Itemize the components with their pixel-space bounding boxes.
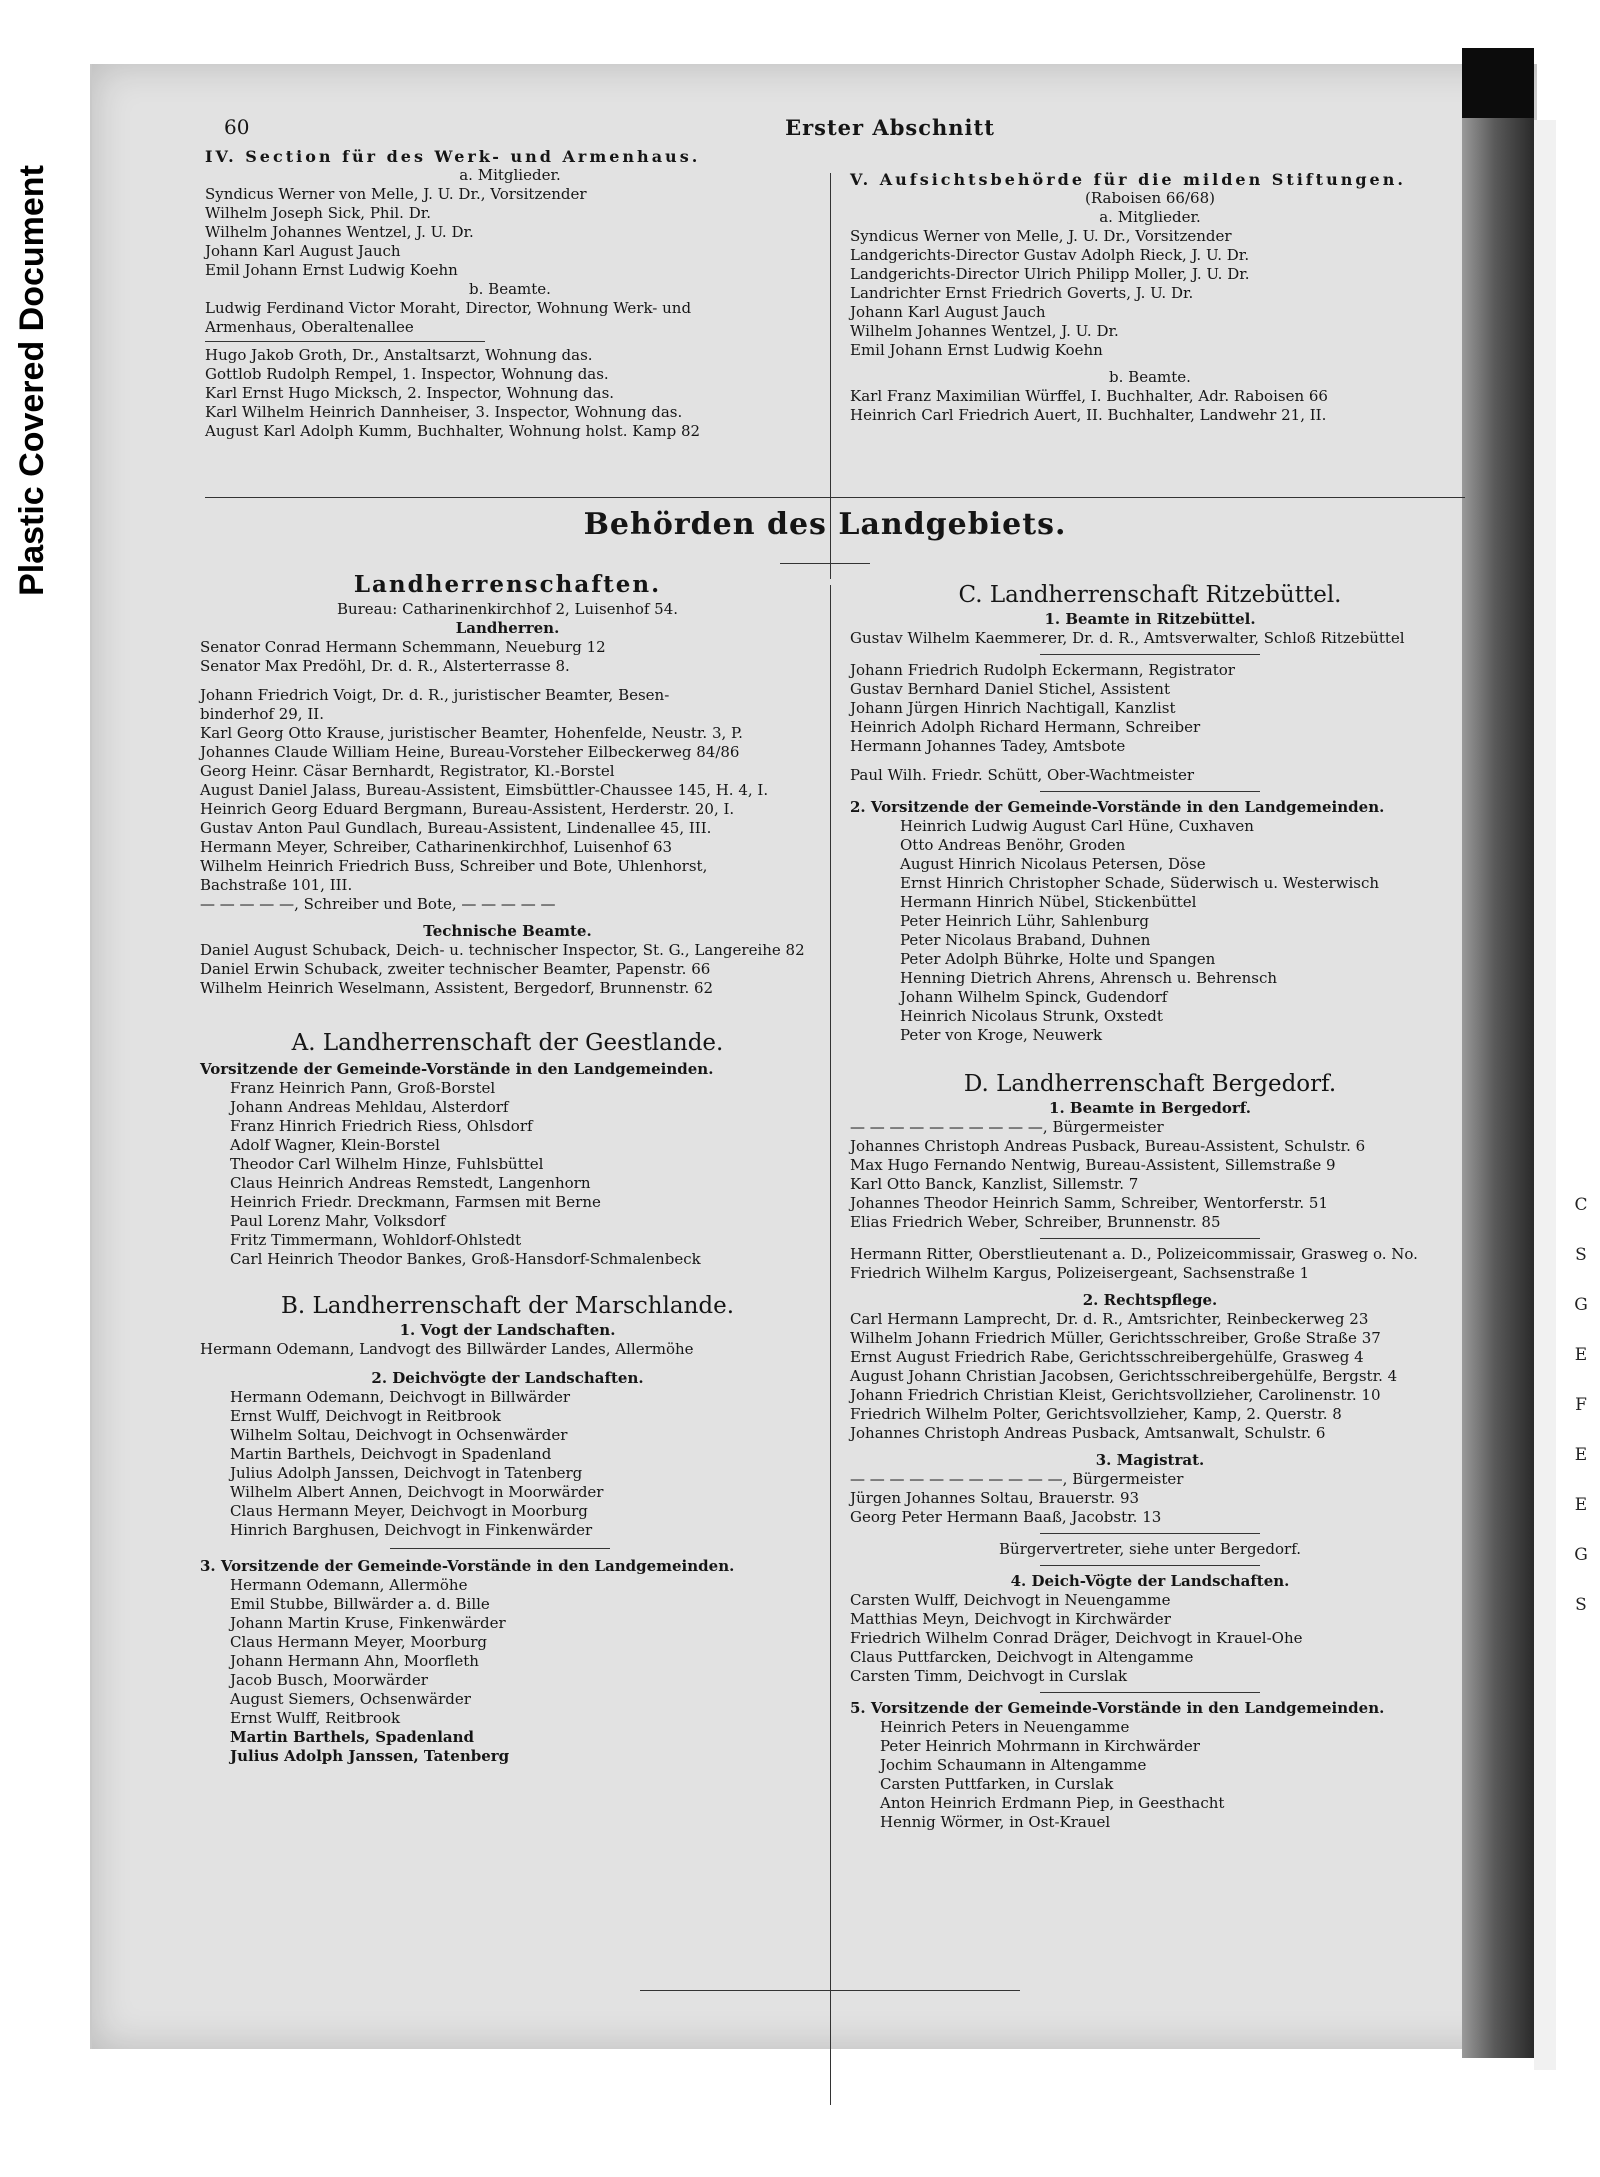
sec-b-sub1: 1. Vogt der Landschaften. bbox=[399, 1321, 616, 1339]
chair-entry: Hermann Odemann, Allermöhe bbox=[230, 1576, 468, 1594]
running-title: Erster Abschnitt bbox=[785, 115, 995, 140]
sec-b-vorsitzende bbox=[200, 1576, 815, 1766]
sec-d-divider-3 bbox=[1040, 1565, 1260, 1566]
court-entry: Wilhelm Johann Friedrich Müller, Gerichtsschreiber, Große Straße 37 bbox=[850, 1329, 1381, 1347]
official-entry: Heinrich Adolph Richard Hermann, Schreiber bbox=[850, 718, 1201, 736]
landherren-staff-tail bbox=[200, 857, 815, 895]
next-page-edge bbox=[1534, 120, 1556, 2070]
official-entry: Karl Otto Banck, Kanzlist, Sillemstr. 7 bbox=[850, 1175, 1139, 1193]
sec-c-beamte bbox=[850, 661, 1450, 756]
chair-entry: Otto Andreas Benöhr, Groden bbox=[900, 836, 1126, 854]
section-v-officials bbox=[850, 387, 1450, 425]
chair-entry: Hermann Hinrich Nübel, Stickenbüttel bbox=[900, 893, 1197, 911]
sec-d-sub5: 5. Vorsitzende der Gemeinde-Vorstände in den Landgemeinden. bbox=[850, 1699, 1385, 1717]
landherr-entry: Senator Conrad Hermann Schemmann, Neueburg 12 bbox=[200, 638, 606, 656]
sec-b-title: B. Landherrenschaft der Marschlande. bbox=[280, 1293, 735, 1319]
chair-entry: Johann Wilhelm Spinck, Gudendorf bbox=[900, 988, 1168, 1006]
official-entry: Karl Ernst Hugo Micksch, 2. Inspector, Wohnung das. bbox=[205, 384, 615, 402]
deichvogt-entry: Claus Hermann Meyer, Deichvogt in Moorburg bbox=[230, 1502, 588, 1520]
sec-d-divider-2 bbox=[1040, 1533, 1260, 1534]
chair-entry: Carl Heinrich Theodor Bankes, Groß-Hansdorf-Schmalenbeck bbox=[230, 1250, 701, 1268]
page-end-rule bbox=[640, 1990, 1020, 1991]
sec-a-title: A. Landherrenschaft der Geestlande. bbox=[291, 1030, 724, 1056]
chair-entry: Jacob Busch, Moorwärder bbox=[230, 1671, 428, 1689]
staff-entry: August Daniel Jalass, Bureau-Assistent, Eimsbüttler-Chaussee 145, H. 4, I. bbox=[200, 781, 769, 799]
chair-entry: Peter von Kroge, Neuwerk bbox=[900, 1026, 1103, 1044]
member-entry: Wilhelm Johannes Wentzel, J. U. Dr. bbox=[205, 223, 474, 241]
chair-entry: Claus Hermann Meyer, Moorburg bbox=[230, 1633, 487, 1651]
sec-d-sub4: 4. Deich-Vögte der Landschaften. bbox=[1010, 1572, 1290, 1590]
member-entry: Johann Karl August Jauch bbox=[850, 303, 1046, 321]
sec-b-sub3: 3. Vorsitzende der Gemeinde-Vorstände in den Landgemeinden. bbox=[200, 1557, 735, 1575]
member-entry: Landrichter Ernst Friedrich Goverts, J. U. Dr. bbox=[850, 284, 1194, 302]
official-entry: Hugo Jakob Groth, Dr., Anstaltsarzt, Wohnung das. bbox=[205, 346, 593, 364]
member-entry: Syndicus Werner von Melle, J. U. Dr., Vorsitzender bbox=[850, 227, 1232, 245]
chair-entry: Peter Heinrich Lühr, Sahlenburg bbox=[900, 912, 1149, 930]
deichvogt-entry: Julius Adolph Janssen, Deichvogt in Tatenberg bbox=[230, 1464, 583, 1482]
section-iv-members-head: a. Mitglieder. bbox=[459, 166, 561, 184]
official-entry: Armenhaus, Oberaltenallee bbox=[205, 318, 414, 336]
section-iv-title: IV. Section für des Werk- und Armenhaus. bbox=[205, 147, 701, 166]
official-entry: Elias Friedrich Weber, Schreiber, Brunnenstr. 85 bbox=[850, 1213, 1221, 1231]
chair-entry: Johann Hermann Ahn, Moorfleth bbox=[230, 1652, 479, 1670]
margin-letter: E bbox=[1574, 1445, 1588, 1465]
left-column bbox=[200, 570, 815, 1766]
section-v-address: (Raboisen 66/68) bbox=[1085, 189, 1215, 207]
staff-entry: Johannes Claude William Heine, Bureau-Vorsteher Eilbeckerweg 84/86 bbox=[200, 743, 740, 761]
landherr-entry: Senator Max Predöhl, Dr. d. R., Alsterterrasse 8. bbox=[200, 657, 570, 675]
deichvogt-entry: Wilhelm Albert Annen, Deichvogt in Moorwärder bbox=[230, 1483, 604, 1501]
staff-entry: Karl Georg Otto Krause, juristischer Beamter, Hohenfelde, Neustr. 3, P. bbox=[200, 724, 743, 742]
staff-entry: Bachstraße 101, III. bbox=[200, 876, 353, 894]
margin-letter: G bbox=[1574, 1545, 1588, 1565]
margin-letter: E bbox=[1574, 1345, 1588, 1365]
sec-d-beamte bbox=[850, 1137, 1450, 1232]
sec-c-divider bbox=[1040, 654, 1260, 655]
tech-head: Technische Beamte. bbox=[423, 922, 592, 940]
side-label bbox=[8, 110, 56, 650]
sec-b-vogt: Hermann Odemann, Landvogt des Billwärder Landes, Allermöhe bbox=[200, 1340, 694, 1358]
sec-d-divider bbox=[1040, 1238, 1260, 1239]
chair-entry: Heinrich Nicolaus Strunk, Oxstedt bbox=[900, 1007, 1163, 1025]
chair-entry: Anton Heinrich Erdmann Piep, in Geesthacht bbox=[880, 1794, 1225, 1812]
court-entry: Ernst August Friedrich Rabe, Gerichtsschreibergehülfe, Grasweg 4 bbox=[850, 1348, 1364, 1366]
staff-entry: binderhof 29, II. bbox=[200, 705, 324, 723]
sec-b-divider bbox=[390, 1548, 610, 1549]
sec-c-title: C. Landherrenschaft Ritzebüttel. bbox=[958, 582, 1342, 608]
tech-entry: Wilhelm Heinrich Weselmann, Assistent, Bergedorf, Brunnenstr. 62 bbox=[200, 979, 714, 997]
staff-entry: Gustav Anton Paul Gundlach, Bureau-Assistent, Lindenallee 45, III. bbox=[200, 819, 712, 837]
sec-c-sub2: 2. Vorsitzende der Gemeinde-Vorstände in den Landgemeinden. bbox=[850, 798, 1385, 816]
sec-a-sub: Vorsitzende der Gemeinde-Vorstände in den Landgemeinden. bbox=[200, 1060, 714, 1078]
deichvogt-entry: Claus Puttfarcken, Deichvogt in Altengamme bbox=[850, 1648, 1194, 1666]
chair-entry: Jochim Schaumann in Altengamme bbox=[880, 1756, 1147, 1774]
chair-entry: August Siemers, Ochsenwärder bbox=[230, 1690, 471, 1708]
staff-entry: Heinrich Georg Eduard Bergmann, Bureau-Assistent, Herderstr. 20, I. bbox=[200, 800, 735, 818]
sec-d-sub2: 2. Rechtspflege. bbox=[1082, 1291, 1218, 1309]
right-column bbox=[850, 580, 1450, 1832]
section-iv-director bbox=[205, 299, 815, 337]
chair-entry: August Hinrich Nicolaus Petersen, Döse bbox=[900, 855, 1206, 873]
chair-entry: Peter Nicolaus Braband, Duhnen bbox=[900, 931, 1151, 949]
sec-d-buergermeister: — — — — — — — — — —, Bürgermeister bbox=[850, 1118, 1164, 1136]
landherren-bureau: Bureau: Catharinenkirchhof 2, Luisenhof 54. bbox=[336, 600, 679, 618]
magistrate-entry: Jürgen Johannes Soltau, Brauerstr. 93 bbox=[850, 1489, 1140, 1507]
official-entry: Karl Franz Maximilian Würffel, I. Buchhalter, Adr. Raboisen 66 bbox=[850, 387, 1328, 405]
official-entry: Max Hugo Fernando Nentwig, Bureau-Assistent, Sillemstraße 9 bbox=[850, 1156, 1336, 1174]
section-divider bbox=[205, 497, 1465, 498]
official-entry: Gustav Bernhard Daniel Stichel, Assistent bbox=[850, 680, 1170, 698]
section-v-members-head: a. Mitglieder. bbox=[1099, 208, 1201, 226]
chair-entry: Emil Stubbe, Billwärder a. d. Bille bbox=[230, 1595, 490, 1613]
deichvogt-entry: Matthias Meyn, Deichvogt in Kirchwärder bbox=[850, 1610, 1171, 1628]
member-entry: Wilhelm Johannes Wentzel, J. U. Dr. bbox=[850, 322, 1119, 340]
court-entry: August Johann Christian Jacobsen, Gerichtsschreibergehülfe, Bergstr. 4 bbox=[850, 1367, 1398, 1385]
page-number: 60 bbox=[224, 115, 250, 139]
chair-entry: Hennig Wörmer, in Ost-Krauel bbox=[880, 1813, 1111, 1831]
sec-d-deichvoegte bbox=[850, 1591, 1450, 1686]
court-entry: Johannes Christoph Andreas Pusback, Amtsanwalt, Schulstr. 6 bbox=[850, 1424, 1326, 1442]
sec-c-vorsitzende bbox=[850, 817, 1450, 1045]
tech-list bbox=[200, 941, 815, 998]
tech-entry: Daniel August Schuback, Deich- u. technischer Inspector, St. G., Langereihe 82 bbox=[200, 941, 805, 959]
member-entry: Landgerichts-Director Gustav Adolph Rieck, J. U. Dr. bbox=[850, 246, 1250, 264]
staff-entry: Georg Heinr. Cäsar Bernhardt, Registrator, Kl.-Borstel bbox=[200, 762, 615, 780]
chair-entry: Peter Adolph Bührke, Holte und Spangen bbox=[900, 950, 1216, 968]
sec-b-deichvoegte bbox=[200, 1388, 815, 1540]
sec-d-sub1: 1. Beamte in Bergedorf. bbox=[1049, 1099, 1251, 1117]
chair-entry: Martin Barthels, Spadenland bbox=[230, 1728, 475, 1746]
official-entry: Hermann Johannes Tadey, Amtsbote bbox=[850, 737, 1126, 755]
deichvogt-entry: Carsten Wulff, Deichvogt in Neuengamme bbox=[850, 1591, 1171, 1609]
sec-d-magistrat bbox=[850, 1489, 1450, 1527]
sec-a-list bbox=[200, 1079, 815, 1269]
chair-entry: Adolf Wagner, Klein-Borstel bbox=[230, 1136, 440, 1154]
running-header bbox=[190, 115, 1460, 151]
landherren-vacancy: — — — — —, Schreiber und Bote, — — — — — bbox=[200, 895, 556, 913]
court-entry: Johann Friedrich Christian Kleist, Gerichtsvollzieher, Carolinenstr. 10 bbox=[850, 1386, 1381, 1404]
landherren-staff-lead bbox=[200, 686, 815, 724]
official-entry: Gottlob Rudolph Rempel, 1. Inspector, Wohnung das. bbox=[205, 365, 609, 383]
tech-entry: Daniel Erwin Schuback, zweiter technischer Beamter, Papenstr. 66 bbox=[200, 960, 711, 978]
margin-letter: S bbox=[1575, 1245, 1587, 1265]
chair-entry: Franz Heinrich Pann, Groß-Borstel bbox=[230, 1079, 496, 1097]
landherren-title: Landherrenschaften. bbox=[353, 571, 662, 598]
next-page-margin-letters bbox=[1566, 1180, 1596, 1630]
margin-letter: S bbox=[1575, 1595, 1587, 1615]
margin-letter: F bbox=[1575, 1395, 1587, 1415]
margin-letter: G bbox=[1574, 1295, 1588, 1315]
sec-d-title: D. Landherrenschaft Bergedorf. bbox=[963, 1071, 1337, 1097]
deichvogt-entry: Martin Barthels, Deichvogt in Spadenland bbox=[230, 1445, 552, 1463]
deichvogt-entry: Hinrich Barghusen, Deichvogt in Finkenwärder bbox=[230, 1521, 593, 1539]
sec-c-sub1: 1. Beamte in Ritzebüttel. bbox=[1044, 610, 1256, 628]
chair-entry: Julius Adolph Janssen, Tatenberg bbox=[230, 1747, 510, 1765]
official-entry: Ludwig Ferdinand Victor Moraht, Director, Wohnung Werk- und bbox=[205, 299, 692, 317]
chair-entry: Ernst Wulff, Reitbrook bbox=[230, 1709, 401, 1727]
official-entry: Johann Friedrich Rudolph Eckermann, Registrator bbox=[850, 661, 1235, 679]
section-v bbox=[850, 170, 1450, 425]
chair-entry: Claus Heinrich Andreas Remstedt, Langenhorn bbox=[230, 1174, 591, 1192]
staff-entry: Wilhelm Heinrich Friedrich Buss, Schreiber und Bote, Uhlenhorst, bbox=[200, 857, 708, 875]
chair-entry: Henning Dietrich Ahrens, Ahrensch u. Behrensch bbox=[900, 969, 1278, 987]
sec-c-wacht: Paul Wilh. Friedr. Schütt, Ober-Wachtmeister bbox=[850, 766, 1195, 784]
official-entry: Johann Jürgen Hinrich Nachtigall, Kanzlist bbox=[850, 699, 1176, 717]
sec-d-sub3: 3. Magistrat. bbox=[1095, 1451, 1205, 1469]
section-iv-divider bbox=[205, 341, 485, 342]
section-v-title: V. Aufsichtsbehörde für die milden Stiftungen. bbox=[850, 170, 1406, 189]
court-entry: Friedrich Wilhelm Polter, Gerichtsvollzieher, Kamp, 2. Querstr. 8 bbox=[850, 1405, 1342, 1423]
section-v-members bbox=[850, 227, 1450, 360]
police-entry: Hermann Ritter, Oberstlieutenant a. D., Polizeicommissair, Grasweg o. No. bbox=[850, 1245, 1418, 1263]
official-entry: Karl Wilhelm Heinrich Dannheiser, 3. Inspector, Wohnung das. bbox=[205, 403, 683, 421]
court-entry: Carl Hermann Lamprecht, Dr. d. R., Amtsrichter, Reinbeckerweg 23 bbox=[850, 1310, 1369, 1328]
deichvogt-entry: Carsten Timm, Deichvogt in Curslak bbox=[850, 1667, 1128, 1685]
member-entry: Wilhelm Joseph Sick, Phil. Dr. bbox=[205, 204, 432, 222]
title-underline bbox=[780, 563, 870, 564]
sec-d-buergervertreter: Bürgervertreter, siehe unter Bergedorf. bbox=[998, 1540, 1302, 1558]
deichvogt-entry: Ernst Wulff, Deichvogt in Reitbrook bbox=[230, 1407, 502, 1425]
deichvogt-entry: Hermann Odemann, Deichvogt in Billwärder bbox=[230, 1388, 571, 1406]
chair-entry: Heinrich Friedr. Dreckmann, Farmsen mit Berne bbox=[230, 1193, 601, 1211]
section-iv-members bbox=[205, 185, 815, 280]
member-entry: Landgerichts-Director Ulrich Philipp Moller, J. U. Dr. bbox=[850, 265, 1250, 283]
landherren-list bbox=[200, 638, 815, 676]
sec-d-polizei bbox=[850, 1245, 1450, 1283]
section-iv-officials-head: b. Beamte. bbox=[469, 280, 551, 298]
member-entry: Emil Johann Ernst Ludwig Koehn bbox=[205, 261, 458, 279]
chair-entry: Fritz Timmermann, Wohldorf-Ohlstedt bbox=[230, 1231, 522, 1249]
sec-d-divider-4 bbox=[1040, 1692, 1260, 1693]
member-entry: Johann Karl August Jauch bbox=[205, 242, 401, 260]
official-entry: August Karl Adolph Kumm, Buchhalter, Wohnung holst. Kamp 82 bbox=[205, 422, 701, 440]
section-iv bbox=[205, 147, 815, 441]
landherren-head: Landherren. bbox=[455, 619, 560, 637]
sec-c-amtsverwalter: Gustav Wilhelm Kaemmerer, Dr. d. R., Amtsverwalter, Schloß Ritzebüttel bbox=[850, 629, 1405, 647]
chair-entry: Heinrich Peters in Neuengamme bbox=[880, 1718, 1130, 1736]
deichvogt-entry: Wilhelm Soltau, Deichvogt in Ochsenwärder bbox=[230, 1426, 568, 1444]
official-entry: Johannes Theodor Heinrich Samm, Schreiber, Wentorferstr. 51 bbox=[850, 1194, 1329, 1212]
section-v-officials-head: b. Beamte. bbox=[1109, 368, 1191, 386]
chair-entry: Franz Hinrich Friedrich Riess, Ohlsdorf bbox=[230, 1117, 533, 1135]
side-label-text: Plastic Covered Document bbox=[12, 164, 51, 596]
sec-d-recht bbox=[850, 1310, 1450, 1443]
sec-c-divider-2 bbox=[1040, 791, 1260, 792]
margin-letter: C bbox=[1574, 1195, 1588, 1215]
staff-entry: Johann Friedrich Voigt, Dr. d. R., juristischer Beamter, Besen- bbox=[200, 686, 670, 704]
chair-entry: Johann Andreas Mehldau, Alsterdorf bbox=[230, 1098, 509, 1116]
official-entry: Heinrich Carl Friedrich Auert, II. Buchhalter, Landwehr 21, II. bbox=[850, 406, 1327, 424]
chair-entry: Theodor Carl Wilhelm Hinze, Fuhlsbüttel bbox=[230, 1155, 544, 1173]
main-column-rule bbox=[830, 585, 831, 2105]
book-binding bbox=[1462, 48, 1534, 2058]
police-entry: Friedrich Wilhelm Kargus, Polizeisergeant, Sachsenstraße 1 bbox=[850, 1264, 1310, 1282]
chair-entry: Paul Lorenz Mahr, Volksdorf bbox=[230, 1212, 446, 1230]
official-entry: Johannes Christoph Andreas Pusback, Bureau-Assistent, Schulstr. 6 bbox=[850, 1137, 1366, 1155]
chair-entry: Johann Martin Kruse, Finkenwärder bbox=[230, 1614, 506, 1632]
staff-entry: Hermann Meyer, Schreiber, Catharinenkirchhof, Luisenhof 63 bbox=[200, 838, 673, 856]
deichvogt-entry: Friedrich Wilhelm Conrad Dräger, Deichvogt in Krauel-Ohe bbox=[850, 1629, 1303, 1647]
member-entry: Emil Johann Ernst Ludwig Koehn bbox=[850, 341, 1103, 359]
sec-b-sub2: 2. Deichvögte der Landschaften. bbox=[371, 1369, 644, 1387]
sec-d-vorsitzende bbox=[850, 1718, 1450, 1832]
chair-entry: Heinrich Ludwig August Carl Hüne, Cuxhaven bbox=[900, 817, 1254, 835]
landherren-staff bbox=[200, 724, 815, 857]
binding-shadow bbox=[1462, 48, 1534, 118]
member-entry: Syndicus Werner von Melle, J. U. Dr., Vorsitzender bbox=[205, 185, 587, 203]
main-title: Behörden des Landgebiets. bbox=[583, 507, 1067, 542]
margin-letter: E bbox=[1574, 1495, 1588, 1515]
section-iv-officials bbox=[205, 346, 815, 441]
magistrate-entry: Georg Peter Hermann Baaß, Jacobstr. 13 bbox=[850, 1508, 1162, 1526]
chair-entry: Peter Heinrich Mohrmann in Kirchwärder bbox=[880, 1737, 1200, 1755]
chair-entry: Ernst Hinrich Christopher Schade, Süderwisch u. Westerwisch bbox=[900, 874, 1380, 892]
sec-d-magistrat-bm: — — — — — — — — — — —, Bürgermeister bbox=[850, 1470, 1184, 1488]
chair-entry: Carsten Puttfarken, in Curslak bbox=[880, 1775, 1114, 1793]
